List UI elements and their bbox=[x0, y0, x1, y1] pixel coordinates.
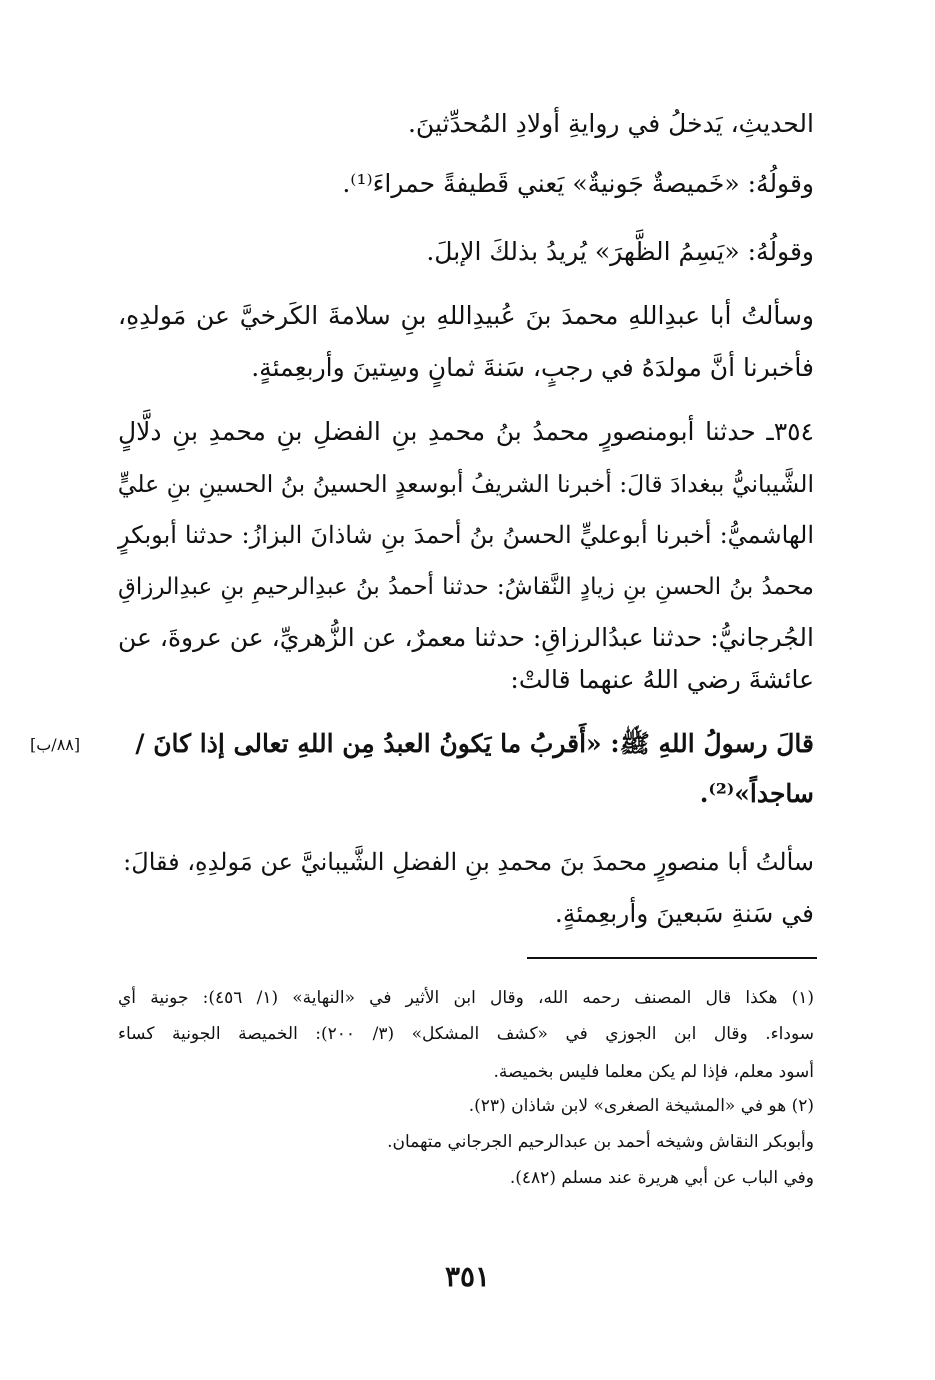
text-line: الشَّيبانيُّ ببغدادَ قالَ: أخبرنا الشريفُ أبوسعدٍ الحسينُ بنُ الحسينِ بنِ عليٍّ bbox=[117, 470, 814, 498]
hadith-matn-line: ساجداً»⁽²⁾. bbox=[699, 779, 814, 808]
footnote-line: وفي الباب عن أبي هريرة عند مسلم (٤٨٢). bbox=[509, 1168, 814, 1188]
text-line: سألتُ أبا منصورٍ محمدَ بنَ محمدِ بنِ الفضلِ الشَّيبانيَّ عن مَولدِهِ، فقالَ: bbox=[123, 848, 814, 876]
footnote-line: (٢) هو في «المشيخة الصغرى» لابن شاذان (٢٣). bbox=[468, 1096, 814, 1116]
footnote-line: (١) هكذا قال المصنف رحمه الله، وقال ابن الأثير في «النهاية» (١/ ٤٥٦): جونية أي bbox=[118, 988, 814, 1008]
hadith-matn-line: قالَ رسولُ اللهِ ﷺ: «أَقربُ ما يَكونُ العبدُ مِن اللهِ تعالى إذا كانَ / bbox=[135, 729, 814, 758]
text-line: الهاشميُّ: أخبرنا أبوعليٍّ الحسنُ بنُ أحمدَ بنِ شاذانَ البزازُ: حدثنا أبوبكرٍ bbox=[118, 521, 814, 549]
text-line: فأخبرنا أنَّ مولدَهُ في رجبٍ، سَنةَ ثمانٍ وسِتينَ وأربعِمئةٍ. bbox=[251, 353, 814, 382]
text-line: في سَنةِ سَبعينَ وأربعِمئةٍ. bbox=[554, 899, 814, 928]
footnote-line: وأبوبكر النقاش وشيخه أحمد بن عبدالرحيم الجرجاني متهمان. bbox=[387, 1132, 814, 1152]
page-number: ٣٥١ bbox=[444, 1260, 491, 1293]
text-line: محمدُ بنُ الحسنِ بنِ زيادٍ النَّقاشُ: حدثنا أحمدُ بنُ عبدِالرحيمِ بنِ عبدِالرزاقِ bbox=[118, 574, 814, 600]
text-line: الحديثِ، يَدخلُ في روايةِ أولادِ المُحدِّثينَ. bbox=[407, 109, 814, 138]
footnotes bbox=[118, 0, 814, 1230]
text-line: الجُرجانيُّ: حدثنا عبدُالرزاقِ: حدثنا معمرٌ، عن الزُّهريِّ، عن عروةَ، عن bbox=[117, 623, 814, 652]
manuscript-folio-marker: [٨٨/ب] bbox=[30, 735, 81, 754]
footnote-line: سوداء. وقال ابن الجوزي في «كشف المشكل» (٣/ ٢٠٠): الخميصة الجونية كساء bbox=[118, 1024, 814, 1044]
hadith-354-isnad-line: ٣٥٤ـ حدثنا أبومنصورٍ محمدُ بنُ محمدِ بنِ الفضلِ بنِ محمدِ بنِ دلَّالٍ bbox=[118, 417, 814, 446]
footnote-line: أسود معلم، فإذا لم يكن معلما فليس بخميصة. bbox=[493, 1062, 814, 1082]
text-line: وقولُهُ: «يَسِمُ الظَّهرَ» يُريدُ بذلكَ الإبلَ. bbox=[426, 237, 814, 266]
text-line: عائشةَ رضي اللهُ عنهما قالتْ: bbox=[510, 665, 814, 694]
text-line: وسألتُ أبا عبدِاللهِ محمدَ بنَ عُبيدِاللهِ بنِ سلامةَ الكَرخيَّ عن مَولدِهِ، bbox=[118, 301, 814, 330]
text-line: وقولُهُ: «خَميصةٌ جَونيةٌ» يَعني قَطيفةً حمراءَ⁽¹⁾. bbox=[342, 169, 814, 198]
